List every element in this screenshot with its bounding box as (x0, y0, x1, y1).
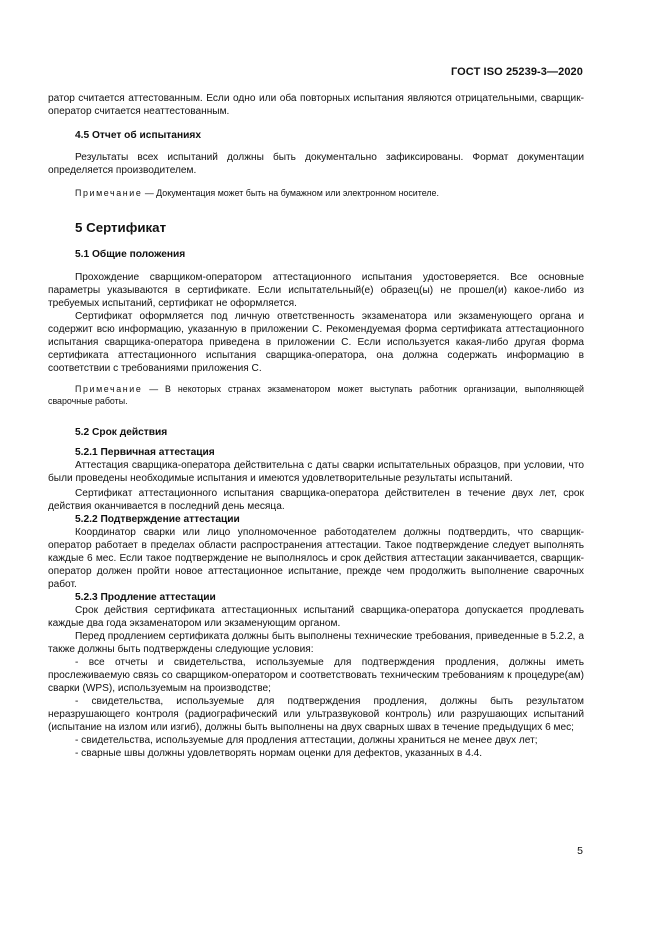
note-text: — Документация может быть на бумажном или электронном носителе. (142, 188, 439, 198)
section-5-2-3-paragraph-1: Срок действия сертификата аттестационных испытаний сварщика-оператора допускается продлевать каждые два года экзаменатором или экзаменующим органом. (48, 605, 584, 629)
section-5-2-heading: 5.2 Срок действия (75, 427, 168, 438)
section-5-2-3-paragraph-2: Перед продлением сертификата должны быть выполнены технические требования, приведенные в 5.2.2, а также должны быть подтверждены следующие условия: (48, 631, 584, 655)
note-label: Примечание (75, 188, 143, 198)
page-number: 5 (577, 845, 583, 857)
list-item: - свидетельства, используемые для продления аттестации, должны храниться не менее двух лет; (75, 735, 538, 746)
list-item: - свидетельства, используемые для подтверждения продления, должны быть результатом неразрушающего контроля (радиографический или ультразвуковой контроль) или разрушающих испытаний (испытание на излом или изгиб), должны быть выполнены на двух сварных швах в течение предыдущих 6 мес; (48, 696, 584, 733)
document-code: ГОСТ ISO 25239-3—2020 (450, 66, 583, 78)
section-5-1-paragraph-1: Прохождение сварщиком-оператором аттестационного испытания удостоверяется. Все основные параметры указываются в сертификате. Если испытательный(е) образец(ы) не прошел(и) какое-либо из требуемых испытаний, сертификат не оформляется. (48, 272, 584, 309)
note-text: — В некоторых странах экзаменатором может выступать работник организации, выполняющей сварочные работы. (48, 384, 584, 406)
section-4-5-heading: 4.5 Отчет об испытаниях (75, 130, 201, 141)
section-4-5-note (48, 187, 584, 199)
list-item: - все отчеты и свидетельства, используемые для подтверждения продления, должны иметь прослеживаемую связь со сварщиком-оператором и соответствовать техническим требованиям к процедуре(ам) сварки (WPS), используемым на производстве; (48, 657, 584, 694)
page-content (48, 92, 584, 760)
list-item: - сварные швы должны удовлетворять нормам оценки для дефектов, указанных в 4.4. (75, 748, 483, 759)
continuation-paragraph: ратор считается аттестованным. Если одно или оба повторных испытания являются отрицательными, сварщик-оператор считается неаттестованным. (48, 93, 584, 117)
section-5-heading: 5 Сертификат (75, 220, 167, 235)
section-5-2-2-paragraph: Координатор сварки или лицо уполномоченное работодателем должны подтвердить, что сварщик-оператор работает в пределах области распространения аттестации. Такое подтверждение следует выполнять каждые 6 мес. Если такое подтверждение не выполнялось и срок действия аттестации заканчивается, сварщик-оператор должен пройти новое аттестационное испытание, прежде чем продолжить выполнение сварочных работ. (48, 527, 584, 590)
section-5-2-1-paragraph-2: Сертификат аттестационного испытания сварщика-оператора действителен в течение двух лет, срок действия оканчивается в последний день месяца. (48, 488, 584, 512)
section-4-5-paragraph: Результаты всех испытаний должны быть документально зафиксированы. Формат документации определяется производителем. (48, 152, 584, 176)
note-label: Примечание (75, 384, 143, 394)
section-5-2-2-heading: 5.2.2 Подтверждение аттестации (75, 514, 240, 525)
section-5-1-paragraph-2: Сертификат оформляется под личную ответственность экзаменатора или экзаменующего органа и содержит всю информацию, указанную в приложении С. Рекомендуемая форма сертификата аттестационного испытания сварщика-оператора приведена в приложении С. Если используется какая-либо другая форма сертификата аттестационного испытания сварщика-оператора, она должна содержать информацию в соответствии с требованиями приложения С. (48, 311, 584, 374)
section-5-2-1-heading: 5.2.1 Первичная аттестация (75, 447, 215, 458)
section-5-1-note (48, 383, 584, 407)
section-5-2-3-heading: 5.2.3 Продление аттестации (75, 592, 216, 603)
section-5-2-1-paragraph-1: Аттестация сварщика-оператора действительна с даты сварки испытательных образцов, при условии, что были проведены необходимые испытания и имеются удовлетворительные результаты испытаний. (48, 460, 584, 484)
section-5-1-heading: 5.1 Общие положения (75, 249, 186, 260)
